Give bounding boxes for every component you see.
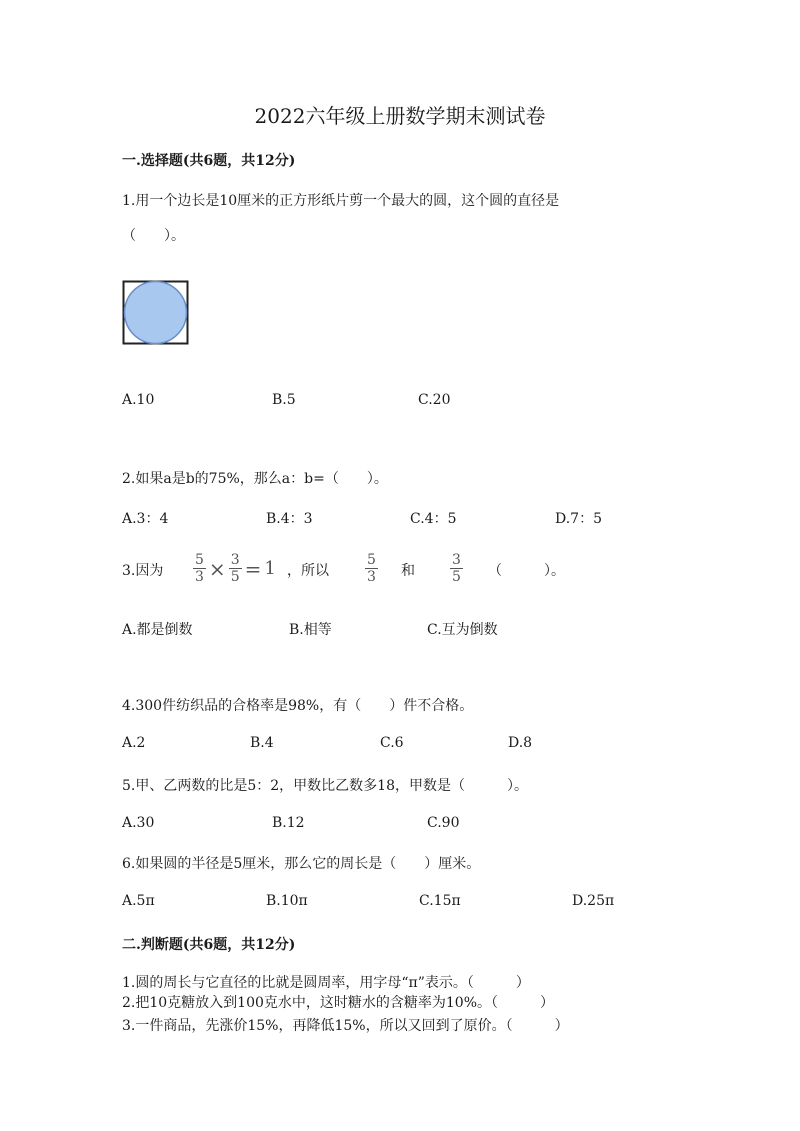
question-3-and: 和 <box>401 563 415 579</box>
fraction-5-3: $\frac{5}{3}$ <box>195 552 204 585</box>
question-1-text: 1.用一个边长是10厘米的正方形纸片剪一个最大的圆，这个圆的直径是 <box>122 193 560 209</box>
product-expression <box>193 553 276 584</box>
q1-option-c[interactable]: C.20 <box>418 392 451 408</box>
q3-option-c[interactable]: C.互为倒数 <box>427 622 498 638</box>
q6-option-a[interactable]: A.5π <box>122 893 155 909</box>
question-4-text: 4.300件纺织品的合格率是98%，有（ ）件不合格。 <box>122 698 474 714</box>
question-3-middle: ，所以 <box>287 563 329 579</box>
section-heading-choice: 一.选择题(共6题，共12分) <box>122 153 296 169</box>
q1-option-b[interactable]: B.5 <box>272 392 296 408</box>
page-title: 2022六年级上册数学期末测试卷 <box>254 104 546 128</box>
q2-option-c[interactable]: C.4：5 <box>410 511 457 527</box>
fraction-3-5: $\frac{3}{5}$ <box>230 552 240 585</box>
circle-shape <box>125 282 187 344</box>
q4-option-c[interactable]: C.6 <box>380 735 404 751</box>
q2-option-a[interactable]: A.3：4 <box>122 511 169 527</box>
q4-option-d[interactable]: D.8 <box>508 735 533 751</box>
q3-option-b[interactable]: B.相等 <box>289 622 332 638</box>
fraction-b: $\frac{3}{5}$ <box>452 552 461 585</box>
question-3-prefix: 3.因为 <box>122 563 164 579</box>
question-5-text: 5.甲、乙两数的比是5：2，甲数比乙数多18，甲数是（ ）。 <box>122 778 528 794</box>
question-2-text: 2.如果a是b的75%，那么a：b=（ ）。 <box>122 471 388 487</box>
q6-option-b[interactable]: B.10π <box>266 893 308 909</box>
result-value: 1 <box>264 558 276 579</box>
question-1-blank: （ ）。 <box>122 228 185 244</box>
section-heading-judgment: 二.判断题(共6题，共12分) <box>122 937 296 953</box>
judgment-item-2: 2.把10克糖放入到100克水中，这时糖水的含糖率为10%。（ ） <box>122 995 555 1011</box>
judgment-item-3: 3.一件商品，先涨价15%，再降低15%，所以又回到了原价。（ ） <box>122 1018 569 1034</box>
question-6-text: 6.如果圆的半径是5厘米，那么它的周长是（ ）厘米。 <box>122 856 481 872</box>
q2-option-d[interactable]: D.7：5 <box>555 511 602 527</box>
q2-option-b[interactable]: B.4：3 <box>266 511 313 527</box>
q5-option-a[interactable]: A.30 <box>122 815 155 831</box>
fraction-a: $\frac{5}{3}$ <box>367 552 376 585</box>
circle-in-square-figure <box>122 280 190 346</box>
times-sign: × <box>208 556 226 581</box>
q5-option-b[interactable]: B.12 <box>272 815 305 831</box>
q6-option-d[interactable]: D.25π <box>572 893 615 909</box>
q1-option-a[interactable]: A.10 <box>122 392 155 408</box>
q4-option-b[interactable]: B.4 <box>250 735 274 751</box>
judgment-item-1: 1.圆的周长与它直径的比就是圆周率，用字母“π”表示。（ ） <box>122 975 530 991</box>
question-3-blank: （ ）。 <box>488 563 565 579</box>
equals-sign: = <box>244 556 262 581</box>
q4-option-a[interactable]: A.2 <box>122 735 146 751</box>
q3-option-a[interactable]: A.都是倒数 <box>122 622 193 638</box>
q6-option-c[interactable]: C.15π <box>419 893 461 909</box>
q5-option-c[interactable]: C.90 <box>427 815 460 831</box>
